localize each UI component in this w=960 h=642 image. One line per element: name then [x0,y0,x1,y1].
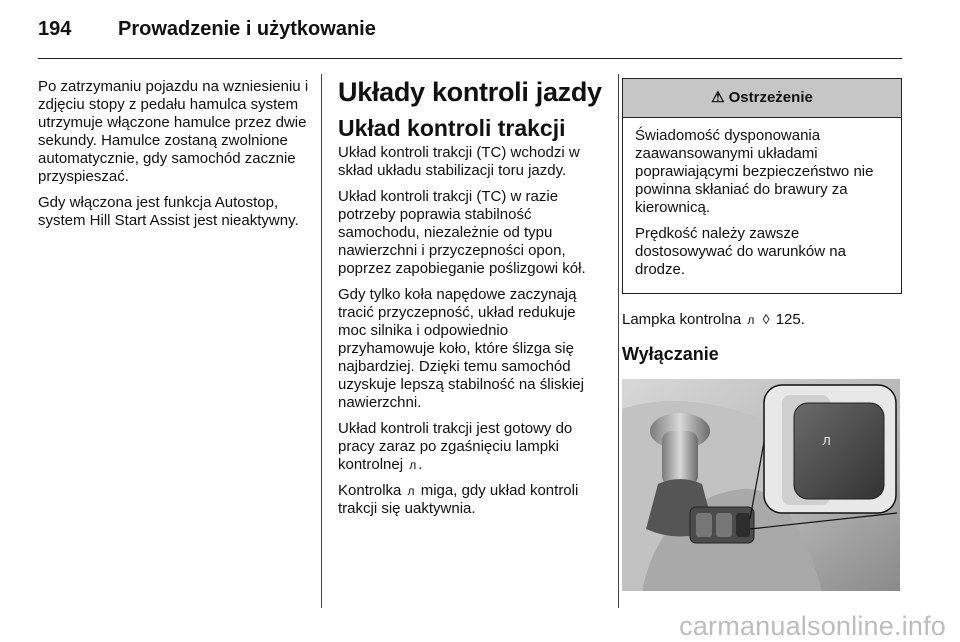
text-run: miga, gdy układ kontroli trakcji się uaktywnia. [338,482,579,517]
warning-triangle-icon: ⚠ [711,89,725,106]
paragraph: Prędkość należy zawsze dostosowywać do warunków na drodze. [635,225,846,278]
traction-control-icon: ᴫ [747,313,755,327]
column-middle [338,76,606,526]
paragraph [338,482,606,518]
text-run: . [418,456,423,473]
traction-control-icon: ᴫ [407,484,415,498]
watermark: carmanualsonline.info [679,611,946,641]
paragraph: Układ kontroli trakcji (TC) wchodzi w skład układu stabilizacji toru jazdy. [338,144,580,179]
paragraph [622,310,902,329]
page-number: 194 [38,18,72,40]
column-left [38,78,310,238]
paragraph: Świadomość dysponowania zaawansowanymi układami poprawiającymi bezpieczeństwo nie powinna skłaniać do brawury za kierownicą. [635,127,874,216]
column-divider-2 [618,74,619,608]
paragraph: Po zatrzymaniu pojazdu na wzniesieniu i zdjęciu stopy z pedału hamulca system utrzymuje włączone hamulce przez dwie sekundy. Hamulce zostaną zwolnione automatycznie, gdy samochód zacznie przyspieszać. [38,78,309,185]
header-rule [38,58,902,59]
running-header: Prowadzenie i użytkowanie [118,18,376,40]
text-run: Kontrolka [338,482,402,499]
traction-control-icon: ᴫ [409,458,417,472]
cross-reference-icon: ◊ [762,311,770,327]
paragraph: Gdy tylko koła napędowe zaczynają tracić przyczepność, układ redukuje moc silnika i odpowiednio przyhamowuje koło, które ślizga się najbardziej. Dzięki temu samochód uzyskuje lepszą stabilność na śliskiej nawierzchni. [338,286,584,411]
text-run: Lampka kontrolna [622,311,742,328]
warning-body [623,118,901,293]
svg-text:ᴫ: ᴫ [822,433,831,449]
text-run: Układ kontroli trakcji jest gotowy do pracy zaraz po zgaśnięciu lampki kontrolnej [338,420,573,473]
subsection-heading: Wyłączanie [622,344,719,364]
section-heading: Układy kontroli jazdy [338,77,602,107]
text-run: 125. [775,311,805,328]
warning-box [622,78,902,294]
paragraph: Gdy włączona jest funkcja Autostop, system Hill Start Assist jest nieaktywny. [38,194,299,229]
subsection-heading: Układ kontroli trakcji [338,115,566,141]
paragraph: Układ kontroli trakcji (TC) w razie potrzeby poprawia stabilność samochodu, niezależnie od typu nawierzchni i przyczepności opon, poprzez zapobieganie poślizgowi kół. [338,188,586,277]
column-right [622,78,902,591]
warning-header [623,79,901,118]
warning-title: Ostrzeżenie [728,89,813,106]
paragraph [338,420,606,474]
column-divider-1 [321,74,322,608]
tc-button-photo [622,379,900,591]
